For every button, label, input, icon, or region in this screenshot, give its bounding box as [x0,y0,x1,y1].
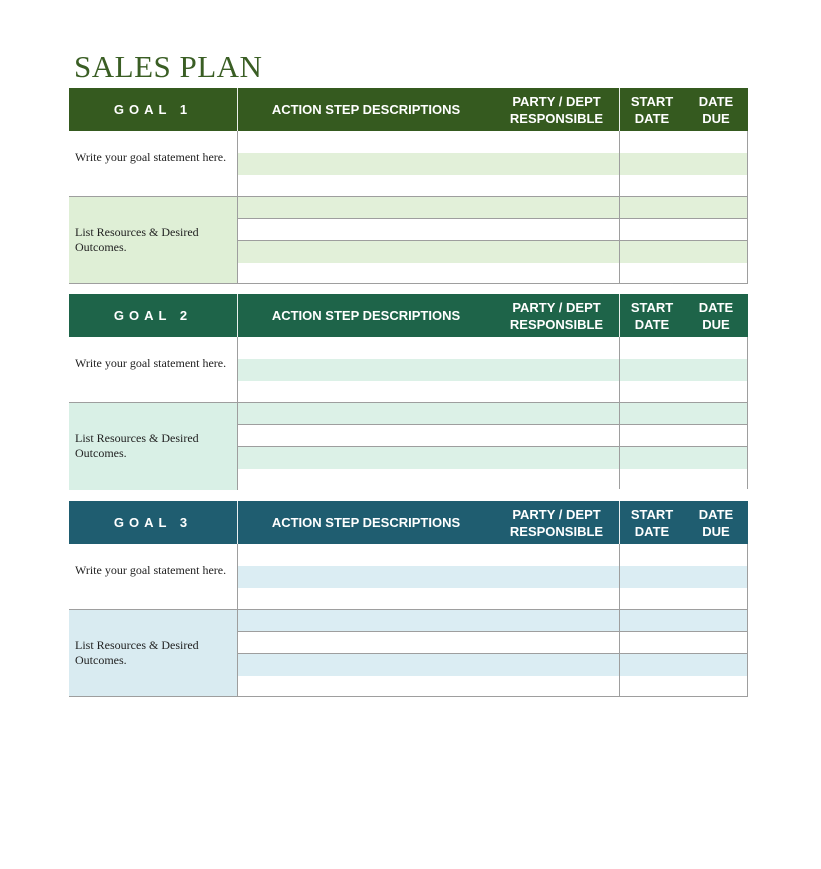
goal-label: GOAL 3 [69,501,238,544]
goal-header-row [69,294,748,337]
goal-block-2 [69,294,748,490]
action-steps-header: ACTION STEP DESCRIPTIONS [271,515,461,530]
action-row[interactable] [238,131,748,153]
action-row[interactable] [238,632,748,654]
resources-text: List Resources & Desired Outcomes. [75,431,199,460]
date-due-header: DATE DUE [698,299,734,332]
action-row[interactable] [238,359,748,381]
action-row[interactable] [238,263,748,283]
action-row[interactable] [238,654,748,676]
action-row[interactable] [238,544,748,566]
resources-text: List Resources & Desired Outcomes. [75,225,199,254]
goal-block-3 [69,501,748,697]
divider [69,283,748,284]
goal-statement-text: Write your goal statement here. [75,356,227,370]
action-row[interactable] [238,197,748,219]
goal-statement-cell[interactable] [69,544,238,610]
start-date-header: START DATE [630,506,674,539]
action-row[interactable] [238,219,748,241]
divider [69,696,748,697]
action-row[interactable] [238,337,748,359]
goal-header-row [69,501,748,544]
start-date-header: START DATE [630,93,674,126]
action-row[interactable] [238,175,748,197]
goal-statement-text: Write your goal statement here. [75,150,227,164]
goal-statement-cell[interactable] [69,337,238,403]
goal-statement-text: Write your goal statement here. [75,563,227,577]
page-title: SALES PLAN [74,49,263,84]
action-row[interactable] [238,676,748,696]
goal-label: GOAL 2 [69,294,238,337]
action-row[interactable] [238,403,748,425]
action-row[interactable] [238,447,748,469]
action-row[interactable] [238,469,748,489]
start-date-header: START DATE [630,299,674,332]
resources-cell[interactable] [69,197,238,284]
action-row[interactable] [238,425,748,447]
resources-cell[interactable] [69,403,238,490]
resources-text: List Resources & Desired Outcomes. [75,638,199,667]
action-row[interactable] [238,566,748,588]
action-steps-header: ACTION STEP DESCRIPTIONS [271,102,461,117]
action-row[interactable] [238,381,748,403]
goal-block-1 [69,88,748,284]
resources-cell[interactable] [69,610,238,697]
goal-label: GOAL 1 [69,88,238,131]
party-dept-header: PARTY / DEPT RESPONSIBLE [494,294,620,337]
party-dept-header: PARTY / DEPT RESPONSIBLE [494,88,620,131]
party-dept-header: PARTY / DEPT RESPONSIBLE [494,501,620,544]
goal-header-row [69,88,748,131]
action-steps-header: ACTION STEP DESCRIPTIONS [271,308,461,323]
date-due-header: DATE DUE [698,93,734,126]
action-row[interactable] [238,153,748,175]
action-row[interactable] [238,588,748,610]
goal-statement-cell[interactable] [69,131,238,197]
action-row[interactable] [238,610,748,632]
date-due-header: DATE DUE [698,506,734,539]
action-row[interactable] [238,241,748,263]
